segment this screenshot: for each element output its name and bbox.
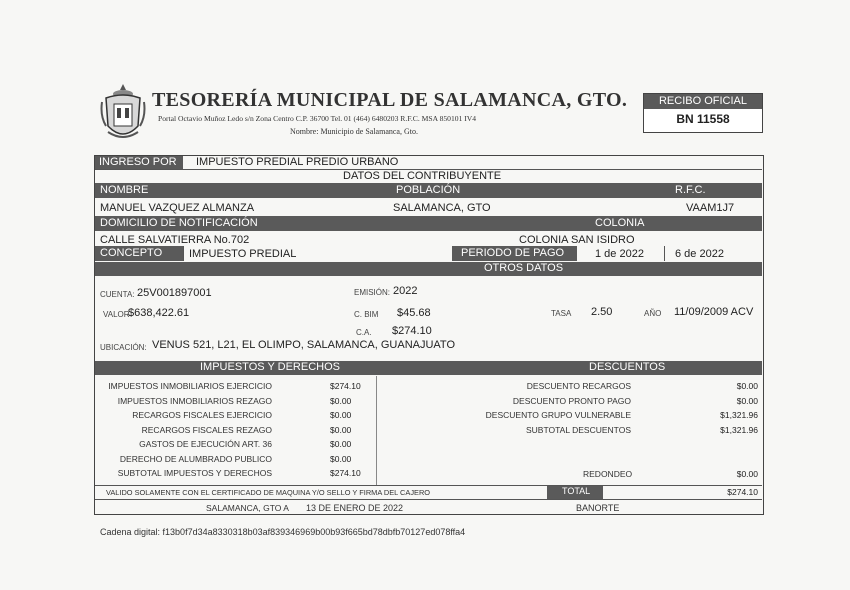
list-item: DESCUENTO PRONTO PAGO $0.00: [512, 395, 758, 406]
cuenta-value: 25V001897001: [137, 287, 212, 299]
impuestos-descuentos-bar: [95, 361, 762, 375]
domicilio-header-bar: [95, 216, 762, 231]
rfc-label: R.F.C.: [675, 184, 706, 196]
list-item: RECARGOS FISCALES REZAGO $0.00: [141, 424, 352, 435]
periodo-fin: 6 de 2022: [675, 248, 724, 260]
contribuyente-header-bar: [95, 183, 762, 198]
list-item: IMPUESTOS INMOBILIARIOS REZAGO $0.00: [117, 395, 352, 406]
concepto-label-bar: [95, 246, 183, 261]
ca-label: C.A.: [356, 328, 372, 337]
header-address: Portal Octavio Muñoz Ledo s/n Zona Centro C.P. 36700 Tel. 01 (464) 6480203 R.F.C. MSA 850101 IV4: [158, 114, 477, 123]
valor-value: $638,422.61: [128, 307, 190, 319]
redondeo-value: $0.00: [736, 469, 758, 479]
list-item: SUBTOTAL DESCUENTOS $1,321.96: [525, 424, 758, 435]
colonia-label: COLONIA: [595, 217, 645, 229]
impuestos-list: [96, 381, 372, 483]
receipt-label: RECIBO OFICIAL: [644, 94, 762, 109]
receipt-box: [643, 93, 763, 133]
cbim-label: C. BIM: [354, 310, 379, 319]
valido-note: VALIDO SOLAMENTE CON EL CERTIFICADO DE MAQUINA Y/O SELLO Y FIRMA DEL CAJERO: [106, 488, 431, 497]
periodo-inicio: 1 de 2022: [595, 248, 644, 260]
receipt-number: BN 11558: [676, 112, 730, 126]
descuentos-section-title: DESCUENTOS: [589, 361, 666, 373]
page-title: TESORERÍA MUNICIPAL DE SALAMANCA, GTO.: [152, 89, 628, 111]
municipal-crest-icon: [100, 82, 146, 144]
list-item: DERECHO DE ALUMBRADO PUBLICO $0.00: [119, 453, 352, 464]
cuenta-label: CUENTA:: [100, 290, 135, 299]
impuestos-section-title: IMPUESTOS Y DERECHOS: [200, 361, 340, 373]
total-value: $274.10: [727, 487, 758, 497]
emision-label: EMISIÓN:: [354, 288, 391, 297]
periodo-label-bar: [452, 246, 577, 261]
otros-header-bar: [95, 262, 762, 276]
header-name-line: Nombre: Municipio de Salamanca, Gto.: [290, 127, 418, 136]
total-label-bar: [547, 486, 603, 499]
ubicacion-value: VENUS 521, L21, EL OLIMPO, SALAMANCA, GUANAJUATO: [152, 339, 456, 351]
fecha-text: 13 DE ENERO DE 2022: [306, 503, 404, 513]
list-item: IMPUESTOS INMOBILIARIOS EJERCICIO $274.10: [108, 381, 361, 391]
poblacion-value: SALAMANCA, GTO: [393, 202, 491, 214]
domicilio-label: DOMICILIO DE NOTIFICACIÓN: [100, 217, 258, 229]
tasa-value: 2.50: [591, 306, 613, 318]
anio-label: AÑO: [644, 309, 662, 318]
descuentos-list: [380, 381, 758, 439]
ingreso-label: INGRESO POR: [99, 156, 177, 168]
ingreso-label-bar: [95, 156, 183, 169]
ubicacion-label: UBICACIÓN:: [100, 343, 147, 352]
redondeo-label: REDONDEO: [583, 469, 633, 479]
cbim-value: $45.68: [397, 307, 431, 319]
total-label: TOTAL: [562, 486, 591, 496]
nombre-label: NOMBRE: [100, 184, 149, 196]
poblacion-label: POBLACIÓN: [396, 184, 461, 196]
list-item: RECARGOS FISCALES EJERCICIO $0.00: [132, 410, 352, 420]
colonia-value: COLONIA SAN ISIDRO: [519, 234, 635, 246]
ca-value: $274.10: [392, 325, 432, 337]
list-item: DESCUENTO GRUPO VULNERABLE $1,321.96: [485, 410, 758, 420]
valor-label: VALOR: [103, 310, 130, 319]
list-item: GASTOS DE EJECUCIÓN ART. 36 $0.00: [139, 439, 352, 449]
list-item: DESCUENTO RECARGOS $0.00: [526, 381, 758, 391]
rfc-value: VAAM1J7: [686, 202, 735, 214]
tasa-label: TASA: [551, 309, 572, 318]
nombre-value: MANUEL VAZQUEZ ALMANZA: [100, 202, 255, 214]
otros-section-title: OTROS DATOS: [484, 262, 564, 274]
ingreso-value: IMPUESTO PREDIAL PREDIO URBANO: [196, 156, 399, 168]
periodo-label: PERIODO DE PAGO: [461, 247, 565, 259]
lugar-text: SALAMANCA, GTO A: [206, 503, 289, 513]
banco-text: BANORTE: [576, 503, 620, 513]
domicilio-value: CALLE SALVATIERRA No.702: [100, 234, 250, 246]
concepto-label: CONCEPTO: [100, 247, 163, 259]
anio-value: 11/09/2009 ACV: [674, 306, 754, 318]
concepto-value: IMPUESTO PREDIAL: [189, 248, 297, 260]
list-item: SUBTOTAL IMPUESTOS Y DERECHOS $274.10: [117, 468, 361, 478]
cadena-digital: Cadena digital: f13b0f7d34a8330318b03af839346969b00b93f665bd78dbfb70127ed078ffa4: [100, 527, 466, 537]
contribuyente-section-title: DATOS DEL CONTRIBUYENTE: [343, 170, 502, 182]
emision-value: 2022: [393, 285, 418, 297]
